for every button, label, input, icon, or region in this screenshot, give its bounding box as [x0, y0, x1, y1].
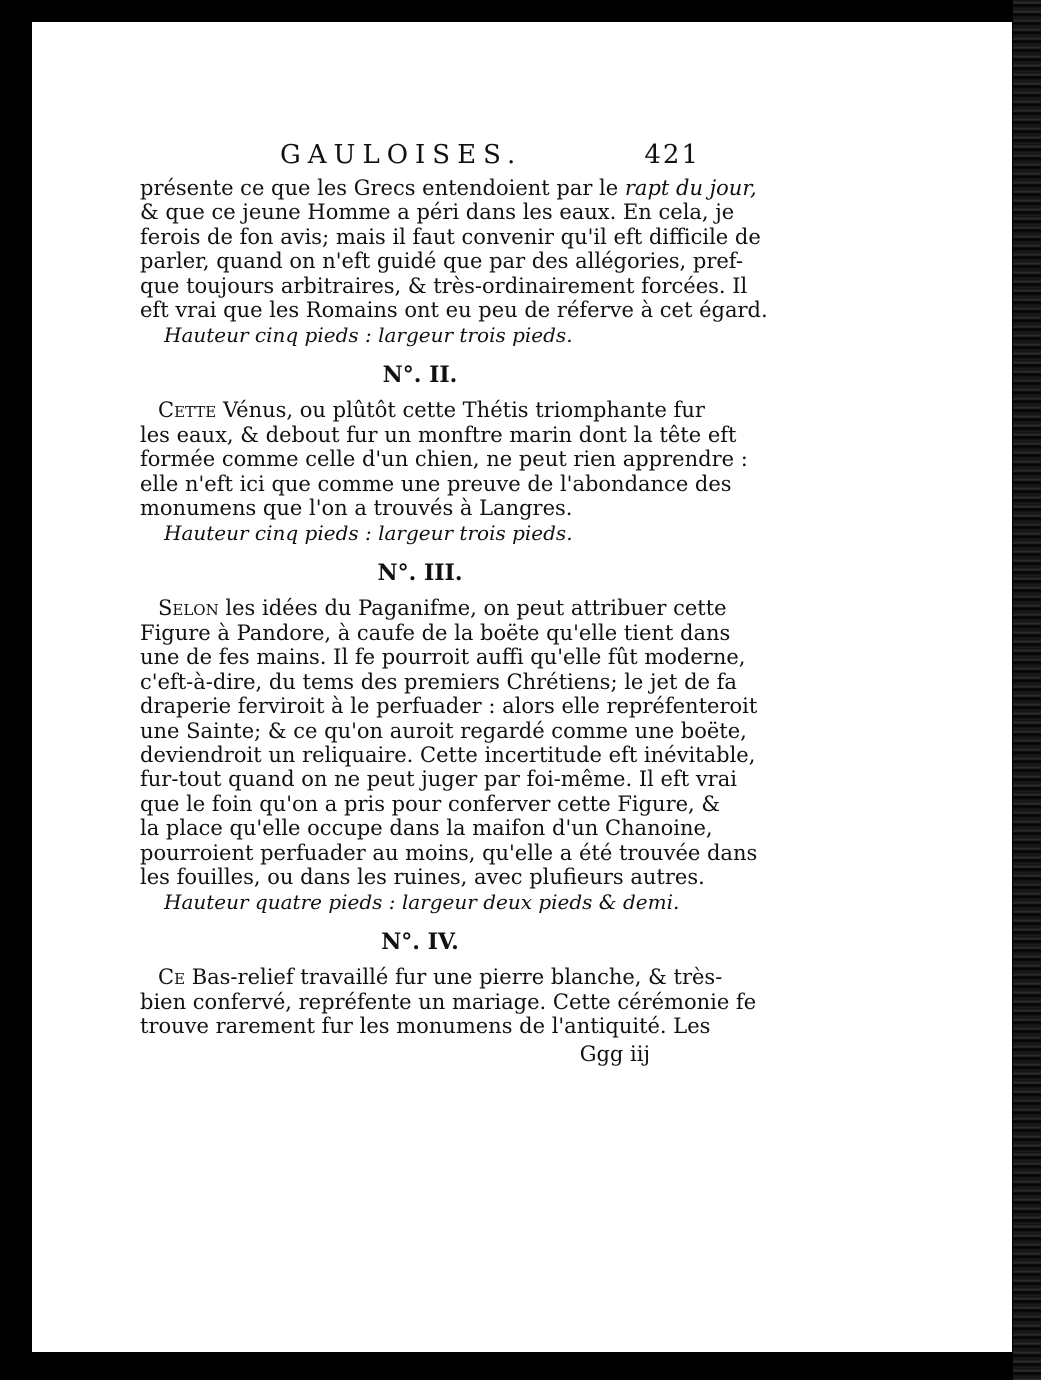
running-head [140, 140, 700, 176]
lead-word: Cette [158, 398, 217, 423]
text-line: la place qu'elle occupe dans la maifon d'un Chanoine, [140, 816, 713, 841]
section-heading-2: N°. II. [382, 362, 458, 389]
text-line: les fouilles, ou dans les ruines, avec plufieurs autres. [140, 864, 705, 889]
text-line: que toujours arbitraires, & très-ordinairement forcées. Il [140, 273, 748, 298]
text-line: parler, quand on n'eft guidé que par des allégories, pref- [140, 249, 743, 274]
text-line: draperie ferviroit à le perfuader : alors elle repréfenteroit [140, 694, 758, 719]
text-line: présente ce que les Grecs entendoient par le rapt du jour, [140, 176, 757, 200]
paragraph-continuation [140, 176, 768, 323]
text-line: Selon les idées du Paganifme, on peut attribuer cette [158, 596, 727, 621]
text-line: fur-tout quand on ne peut juger par foi-même. Il eft vrai [140, 767, 737, 792]
text-line: Figure à Pandore, à caufe de la boëte qu'elle tient dans [140, 620, 731, 645]
signature-mark: Ggg iij [579, 1041, 650, 1066]
lead-word: Selon [158, 596, 219, 621]
text-block [140, 140, 768, 1067]
text-line: & que ce jeune Homme a péri dans les eaux. En cela, je [140, 200, 735, 225]
running-head-title: GAULOISES. [280, 140, 523, 170]
text-line: que le foin qu'on a pris pour conferver cette Figure, & [140, 791, 721, 816]
text-line: ferois de fon avis; mais il faut convenir qu'il eft difficile de [140, 224, 761, 249]
text-line: formée comme celle d'un chien, ne peut rien apprendre : [140, 447, 748, 472]
dimensions-note: Hauteur cinq pieds : largeur trois pieds. [164, 323, 573, 348]
text-line: deviendroit un reliquaire. Cette incertitude eft inévitable, [140, 742, 756, 767]
text-line: bien confervé, repréfente un mariage. Cette cérémonie fe [140, 989, 757, 1014]
paragraph-section-2 [140, 398, 748, 521]
page-number: 421 [644, 140, 700, 170]
lead-word: Ce [158, 965, 186, 990]
text-line: Ce Bas-relief travaillé fur une pierre blanche, & très- [158, 965, 723, 990]
section-heading-4: N°. IV. [381, 929, 459, 956]
book-page [32, 22, 1012, 1352]
text-line: une de fes mains. Il fe pourroit auffi qu'elle fût moderne, [140, 645, 746, 670]
section-heading-3: N°. III. [377, 560, 463, 587]
paragraph-section-3 [140, 596, 758, 889]
text-line: monumens que l'on a trouvés à Langres. [140, 496, 573, 521]
text-line: une Sainte; & ce qu'on auroit regardé comme une boëte, [140, 718, 747, 743]
dimensions-note: Hauteur quatre pieds : largeur deux pieds & demi. [164, 890, 680, 915]
text-line: eft vrai que les Romains ont eu peu de réferve à cet égard. [140, 298, 768, 323]
text-line: elle n'eft ici que comme une preuve de l'abondance des [140, 471, 732, 496]
page-edge-shadow [1013, 0, 1041, 1380]
text-line: c'eft-à-dire, du tems des premiers Chrétiens; le jet de fa [140, 669, 737, 694]
text-line: pourroient perfuader au moins, qu'elle a été trouvée dans [140, 840, 758, 865]
text-line: Cette Vénus, ou plûtôt cette Thétis triomphante fur [158, 398, 705, 423]
text-line: les eaux, & debout fur un monftre marin dont la tête eft [140, 422, 737, 447]
paragraph-section-4 [140, 965, 757, 1039]
italic-phrase: rapt du jour, [624, 176, 757, 200]
dimensions-note: Hauteur cinq pieds : largeur trois pieds. [164, 521, 573, 546]
text-line: trouve rarement fur les monumens de l'antiquité. Les [140, 1014, 711, 1039]
